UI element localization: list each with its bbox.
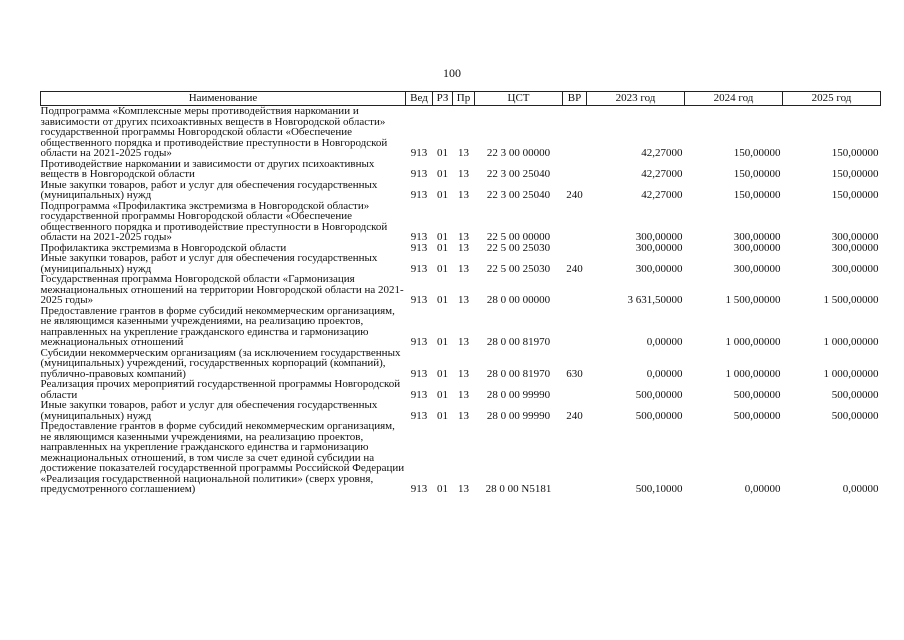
table-row xyxy=(41,274,881,306)
row-cst: 22 5 00 25030 xyxy=(486,262,551,275)
row-2025: 300,00000 xyxy=(831,262,879,275)
row-2023: 42,27000 xyxy=(641,189,683,201)
table-row xyxy=(41,379,881,400)
table-row xyxy=(41,201,881,243)
table-header-row xyxy=(41,92,881,106)
row-rz: 01 xyxy=(437,189,448,201)
row-2024: 1 500,00000 xyxy=(725,294,781,306)
row-2023: 500,00000 xyxy=(635,409,683,422)
row-2025: 300,00000 xyxy=(831,241,879,254)
row-2025: 1 500,00000 xyxy=(823,294,879,306)
row-2025: 150,00000 xyxy=(831,147,879,159)
row-name: Иные закупки товаров, работ и услуг для обеспечения государственных (муниципальных) нужд xyxy=(40,399,378,422)
row-vr xyxy=(563,201,587,243)
header-2024: 2024 год xyxy=(685,92,783,106)
row-2024: 0,00000 xyxy=(744,483,781,495)
row-2025: 1 000,00000 xyxy=(823,336,879,348)
header-pr: Пр xyxy=(453,92,475,106)
row-name: Иные закупки товаров, работ и услуг для обеспечения государственных (муниципальных) нужд xyxy=(40,178,378,201)
row-pr: 13 xyxy=(458,168,469,180)
row-rz: 01 xyxy=(437,231,448,243)
row-2024: 150,00000 xyxy=(733,189,781,201)
row-name: Подпрограмма «Профилактика экстремизма в Новгородской области» государственной программы Новгородской области «Обеспечение общественного порядка и противодействие преступности в Новгородской области на 2021-2025 годы» xyxy=(40,199,388,243)
row-ved: 913 xyxy=(410,367,428,380)
row-cst: 22 3 00 25040 xyxy=(486,189,551,201)
row-ved: 913 xyxy=(410,388,428,401)
row-vr xyxy=(563,106,587,159)
row-2025: 0,00000 xyxy=(842,483,879,495)
row-cst: 28 0 00 81970 xyxy=(486,367,551,380)
row-2024: 300,00000 xyxy=(733,231,781,243)
row-2024: 300,00000 xyxy=(733,262,781,275)
row-cst: 28 0 00 00000 xyxy=(486,294,551,306)
row-name: Государственная программа Новгородской области «Гармонизация межнациональных отношений на территории Новгородской области на 2021-2025 годы» xyxy=(40,273,404,306)
row-cst: 28 0 00 81970 xyxy=(486,336,551,348)
table-row xyxy=(41,253,881,274)
table-row xyxy=(41,180,881,201)
row-cst: 28 0 00 99990 xyxy=(486,388,551,401)
row-ved: 913 xyxy=(410,483,428,495)
row-ved: 913 xyxy=(410,168,428,180)
row-2023: 300,00000 xyxy=(635,262,683,275)
header-ved: Вед xyxy=(406,92,433,106)
row-cst: 28 0 00 N5181 xyxy=(485,483,552,495)
row-pr: 13 xyxy=(458,388,469,401)
header-2023: 2023 год xyxy=(587,92,685,106)
row-rz: 01 xyxy=(437,409,448,422)
row-vr xyxy=(563,421,587,495)
row-2025: 500,00000 xyxy=(831,409,879,422)
row-rz: 01 xyxy=(437,168,448,180)
row-pr: 13 xyxy=(458,241,469,254)
row-2025: 1 000,00000 xyxy=(823,367,879,380)
header-2025: 2025 год xyxy=(783,92,881,106)
row-name: Субсидии некоммерческим организациям (за исключением государственных (муниципальных) учреждений, государственных корпораций (компаний), публично-правовых компаний) xyxy=(40,346,401,380)
row-2023: 42,27000 xyxy=(641,168,683,180)
row-name: Иные закупки товаров, работ и услуг для обеспечения государственных (муниципальных) нужд xyxy=(40,252,378,275)
row-cst: 22 5 00 25030 xyxy=(486,241,551,254)
row-2025: 150,00000 xyxy=(831,189,879,201)
table-row xyxy=(41,400,881,421)
table-row xyxy=(41,306,881,348)
row-rz: 01 xyxy=(437,483,448,495)
row-2024: 500,00000 xyxy=(733,388,781,401)
row-2023: 500,00000 xyxy=(635,388,683,401)
header-vr: ВР xyxy=(563,92,587,106)
header-cst: ЦСТ xyxy=(475,92,563,106)
row-2025: 300,00000 xyxy=(831,231,879,243)
header-rz: РЗ xyxy=(433,92,453,106)
row-rz: 01 xyxy=(437,388,448,401)
row-vr xyxy=(563,243,587,254)
row-rz: 01 xyxy=(437,262,448,275)
row-cst: 22 3 00 25040 xyxy=(486,168,551,180)
row-2023: 0,00000 xyxy=(646,336,683,348)
header-name: Наименование xyxy=(41,92,406,106)
row-ved: 913 xyxy=(410,336,428,348)
row-vr: 630 xyxy=(566,367,583,380)
row-rz: 01 xyxy=(437,367,448,380)
row-vr xyxy=(563,379,587,400)
row-pr: 13 xyxy=(458,483,469,495)
row-ved: 913 xyxy=(410,231,428,243)
row-pr: 13 xyxy=(458,262,469,275)
row-cst: 22 3 00 00000 xyxy=(486,147,551,159)
page-number: 100 xyxy=(443,66,461,80)
row-pr: 13 xyxy=(458,294,469,306)
budget-table xyxy=(40,91,881,495)
row-name: Профилактика экстремизма в Новгородской области xyxy=(40,241,287,254)
row-2023: 300,00000 xyxy=(635,241,683,254)
row-rz: 01 xyxy=(437,147,448,159)
row-rz: 01 xyxy=(437,294,448,306)
row-2024: 150,00000 xyxy=(733,147,781,159)
row-name: Подпрограмма «Комплексные меры противодействия наркомании и зависимости от других психоактивных веществ в Новгородской области» государственной программы Новгородской области «Обеспечение общественного порядка и противодействие преступности в Новгородской области на 2021-2025 годы» xyxy=(40,105,388,159)
row-2025: 150,00000 xyxy=(831,168,879,180)
row-2024: 1 000,00000 xyxy=(725,336,781,348)
row-2024: 300,00000 xyxy=(733,241,781,254)
row-rz: 01 xyxy=(437,241,448,254)
row-ved: 913 xyxy=(410,262,428,275)
row-2025: 500,00000 xyxy=(831,388,879,401)
row-2024: 500,00000 xyxy=(733,409,781,422)
row-2023: 300,00000 xyxy=(635,231,683,243)
row-pr: 13 xyxy=(458,189,469,201)
table-row xyxy=(41,348,881,380)
row-2023: 0,00000 xyxy=(646,367,683,380)
table-row xyxy=(41,159,881,180)
table-row xyxy=(41,421,881,495)
row-name: Реализация прочих мероприятий государственной программы Новгородской области xyxy=(40,378,401,401)
row-2023: 42,27000 xyxy=(641,147,683,159)
row-ved: 913 xyxy=(410,189,428,201)
row-vr xyxy=(563,306,587,348)
row-name: Противодействие наркомании и зависимости от других психоактивных веществ в Новгородской области xyxy=(40,157,375,180)
row-2024: 150,00000 xyxy=(733,168,781,180)
table-row xyxy=(41,106,881,159)
row-cst: 22 5 00 00000 xyxy=(486,231,551,243)
row-vr: 240 xyxy=(566,409,583,422)
row-pr: 13 xyxy=(458,367,469,380)
row-ved: 913 xyxy=(410,294,428,306)
row-name: Предоставление грантов в форме субсидий некоммерческим организациям, не являющимся казенными учреждениями, на реализацию проектов, направленных на укрепление гражданского единства и гармонизацию межнациональных отношений, в том числе за счет единой субсидии на достижение показателей государственной программы Российской Федерации «Реализация государственной национальной политики» (сверх уровня, предусмотренного соглашением) xyxy=(40,420,405,495)
row-vr: 240 xyxy=(566,262,583,275)
row-pr: 13 xyxy=(458,147,469,159)
row-vr: 240 xyxy=(566,189,583,201)
row-vr xyxy=(563,274,587,306)
row-vr xyxy=(563,159,587,180)
row-pr: 13 xyxy=(458,231,469,243)
row-cst: 28 0 00 99990 xyxy=(486,409,551,422)
row-2023: 500,10000 xyxy=(635,483,683,495)
row-rz: 01 xyxy=(437,336,448,348)
row-ved: 913 xyxy=(410,409,428,422)
row-pr: 13 xyxy=(458,409,469,422)
row-ved: 913 xyxy=(410,241,428,254)
row-ved: 913 xyxy=(410,147,428,159)
row-2023: 3 631,50000 xyxy=(627,294,683,306)
row-name: Предоставление грантов в форме субсидий некоммерческим организациям, не являющимся казенными учреждениями, на реализацию проектов, направленных на укрепление гражданского единства и гармонизацию межнациональных отношений xyxy=(40,304,395,348)
row-2024: 1 000,00000 xyxy=(725,367,781,380)
row-pr: 13 xyxy=(458,336,469,348)
